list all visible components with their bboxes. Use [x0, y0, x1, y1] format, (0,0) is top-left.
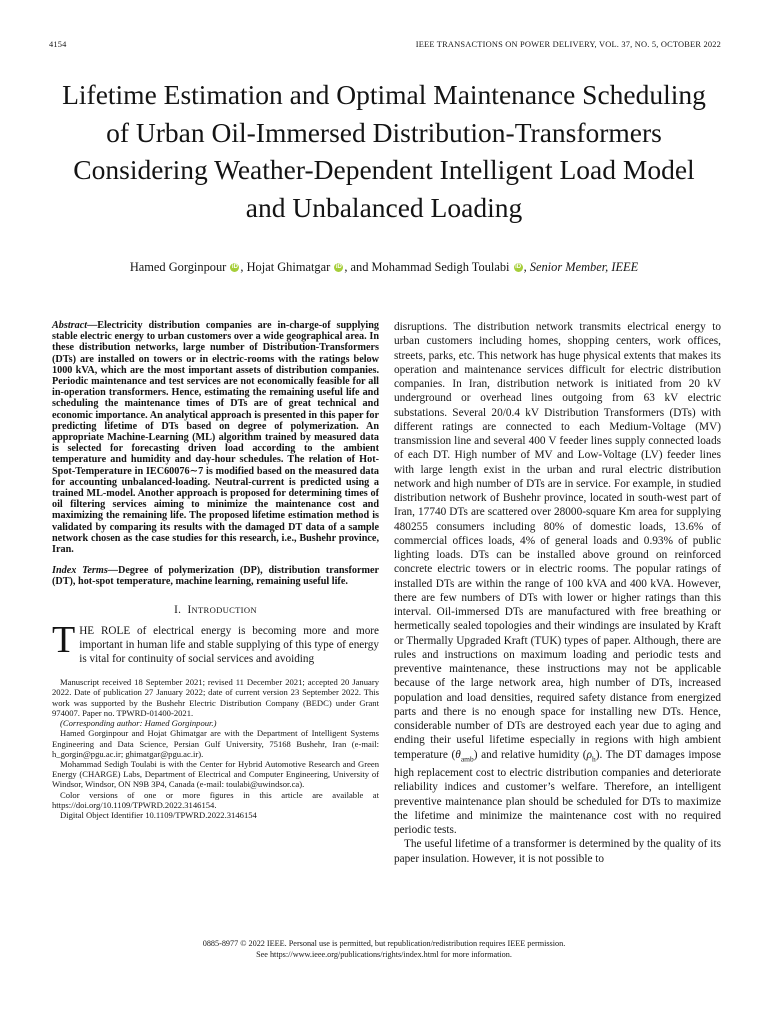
- left-column: [52, 320, 379, 820]
- footnote-corresponding: (Corresponding author: Hamed Gorginpour.): [60, 718, 217, 729]
- author-name: Mohammad Sedigh Toulabi: [371, 260, 510, 274]
- orcid-icon[interactable]: iD: [335, 264, 342, 270]
- abstract: [52, 320, 379, 555]
- author-name: Hojat Ghimatgar: [246, 260, 331, 274]
- copyright-footer: [0, 938, 768, 960]
- right-column: [394, 320, 721, 866]
- author-line: [40, 260, 728, 275]
- footnote-color-versions: Color versions of one or more figures in this article are available at https://doi.org/10.1109/TPWRD.2022.3146154.: [52, 789, 379, 810]
- body-text: ). The DT damages impose high replacement cost to electric distribution companies and deteriorate reliability indices and customer’s welfare. Therefore, an intelligent preventive maintenance plan should be scheduled for DTs to maximize the lifetime and minimize the maintenance cost with no required periodic tests.: [394, 748, 721, 836]
- body-paragraph: The useful lifetime of a transformer is determined by the quality of its paper insulation. However, it is not possible to: [394, 838, 721, 865]
- intro-first-word: HE ROLE: [79, 624, 131, 637]
- orcid-icon[interactable]: iD: [515, 264, 522, 270]
- section-title: [187, 604, 256, 616]
- footnotes: [52, 677, 379, 820]
- body-paragraph: [394, 320, 721, 837]
- footnote-affiliation: Mohammad Sedigh Toulabi is with the Center for Hybrid Automotive Research and Green Energy (CHARGE) Labs, Department of Electrical and Computer Engineering, University of Windsor, Windsor, ON N9B 3P4, Canada (e-mail: toulabi@uwindsor.ca).: [52, 758, 379, 790]
- rho-subscript: h: [592, 753, 596, 763]
- theta-subscript: amb: [460, 753, 474, 763]
- theta-symbol: θ: [455, 748, 461, 761]
- index-terms-label: Index Terms: [52, 565, 108, 577]
- membership-grade: Senior Member, IEEE: [529, 260, 639, 274]
- orcid-icon[interactable]: iD: [231, 264, 238, 270]
- abstract-text: —Electricity distribution companies are in-charge-of supplying stable electric energy to urban customers over a wide geographical area. In these distribution networks, large number of Distribution-Transformers (DTs) are installed on towers or in electric-rooms with the ratings below 1000 kVA, which are the most important assets of distribution companies. Periodic maintenance and test services are not economically feasible for all in-operation transformers. Hence, estimating the remaining useful life and scheduling the maintenance times of DTs are of great technical and economic importance. An analytical approach is presented in this paper for predicting lifetime of DTs based on degree of polymerization. An appropriate Machine-Learning (ML) algorithm trained by measured data is selected for forecasting driven load according to the ambient temperature and humidity and day-hour schedules. The relation of Hot-Spot-Temperature in IEC60076∼7 is modified based on the measured data for accounting unbalanced-loading. Neutral-current is predicted using a trained ML-model. Another approach is proposed for determining times of oil filtering services aiming to minimize the maintenance cost and maximizing the remaining life. The proposed lifetime estimation method is validated by comparing its results with the damaged DT data of a sample network chosen as the case studies for this research, i.e., Bushehr province, Iran.: [52, 320, 379, 556]
- author-name: Hamed Gorginpour: [129, 260, 227, 274]
- intro-text: of electrical energy is becoming more and more important in human life and stable supplying of this type of energy is vital for continuity of social services and avoiding: [79, 624, 380, 666]
- intro-paragraph: [52, 618, 380, 667]
- journal-header: IEEE TRANSACTIONS ON POWER DELIVERY, VOL. 37, NO. 5, OCTOBER 2022: [415, 40, 721, 49]
- paper-title: Lifetime Estimation and Optimal Maintenance Scheduling of Urban Oil-Immersed Distribution-Transformers Considering Weather-Dependent Intelligent Load Model and Unbalanced Loading: [62, 79, 706, 223]
- rho-symbol: ρ: [586, 748, 592, 761]
- index-terms-text: —Degree of polymerization (DP), distribution transformer (DT), hot-spot temperature, machine learning, remaining useful life.: [52, 565, 379, 588]
- index-terms: [52, 565, 379, 587]
- author-connector: , and: [344, 260, 372, 274]
- rights-link-line: See https://www.ieee.org/publications/rights/index.html for more information.: [256, 950, 512, 959]
- section-heading: [52, 604, 379, 616]
- author-separator: ,: [240, 260, 247, 274]
- copyright-line: 0885-8977 © 2022 IEEE. Personal use is permitted, but republication/redistribution requires IEEE permission.: [202, 939, 566, 948]
- drop-cap: T: [52, 618, 76, 661]
- section-title-rest: NTRODUCTION: [191, 604, 257, 615]
- body-text: disruptions. The distribution network transmits electrical energy to urban customers including homes, shopping centers, work offices, streets, parks, etc. This network has huge physical extents that makes its operation and maintenance services difficult for electric distribution companies. In Iran, distribution network is initiated from 20 kV underground or overhead lines outgoing from 63 kV electric substations. Several 20/0.4 kV Distribution Transformers (DTs) with different ratings are connected to each Medium-Voltage (MV) transmission line and several 400 V feeder lines supply connected loads of each DT. High number of MV and Low-Voltage (LV) feeder lines with large length exist in the urban and rural electric distribution network and high number of DTs are in service. For example, in studied distribution network of Bushehr province, located in south-west part of Iran, 17740 DTs are scattered over 28000-square Km area for supplying 480255 consumers including 80% of domestic loads, 13.6% of commercial offices loads, 4% of general loads and 0.93% of public lighting loads. DTs can be installed above ground on reinforced concrete electric towers or in electric rooms. The popular ratings of installed DTs are within the range of 100 kVA and 400 kVA. However, there are few numbers of DTs with lower or higher ratings than this interval. Oil-immersed DTs are manufactured with free breathing or hermetically sealed topologies and their windings are insulated by Kraft or Thermally Upgraded Kraft (TUK) types of paper. Although, there are rules and instructions on maximum loading and periodic tests and preventive maintenance, these instructions may not be applicable because of the large network area, high number of DTs, increased population and load densities, required safety distance from energized parts and there is no enough space for installing new DTs. Hence, considerable number of DTs are destroyed each year due to aging and ending their useful lifetime especially in regions with high ambient temperature (: [394, 321, 721, 761]
- abstract-label: Abstract: [52, 320, 88, 331]
- section-title-initial: I: [187, 603, 192, 616]
- footnote-affiliation: Hamed Gorginpour and Hojat Ghimatgar are with the Department of Intelligent Systems Engineering and Data Science, Persian Gulf University, 75168 Bushehr, Iran (e-mail: h_gorgin@pgu.ac.ir; ghimatgar@pgu.ac.ir).: [52, 728, 379, 759]
- footnote-manuscript: Manuscript received 18 September 2021; revised 11 December 2021; accepted 20 January 2022. Date of publication 27 January 2022; date of current version 23 September 2022. This work was supported by the Bushehr Electric Distribution Company (BEDC) under Grant 974007. Paper no. TPWRD-01400-2021.: [52, 677, 379, 718]
- footnote-doi: Digital Object Identifier 10.1109/TPWRD.2022.3146154: [60, 809, 257, 820]
- body-text: ) and relative humidity (: [473, 748, 587, 761]
- section-number: I.: [174, 603, 182, 616]
- author-separator: ,: [523, 260, 530, 274]
- page-number: 4154: [49, 40, 67, 49]
